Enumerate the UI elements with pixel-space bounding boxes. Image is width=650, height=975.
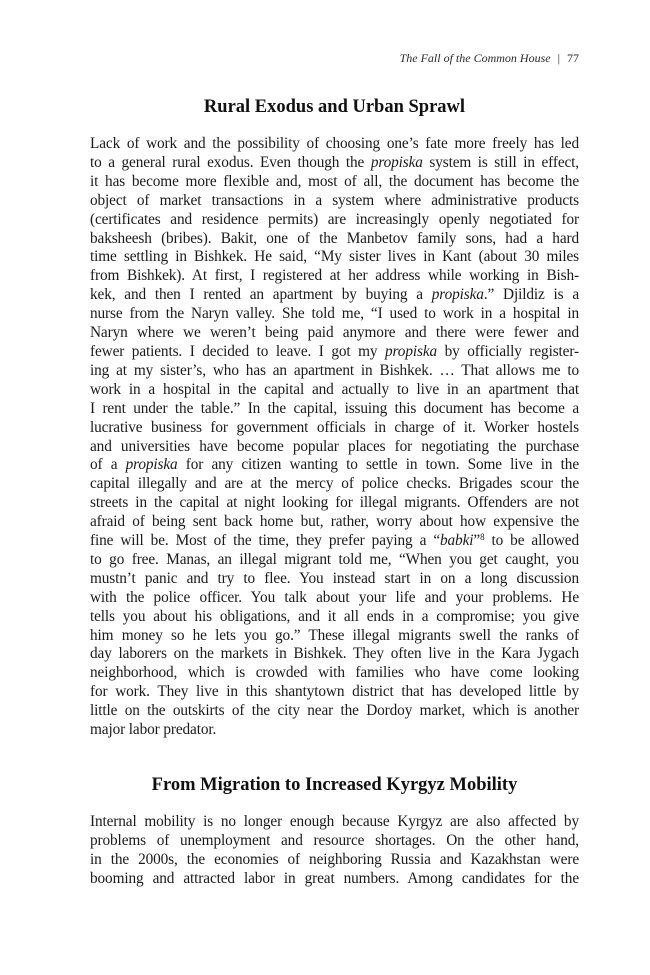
text-line: day laborers on the markets in Bishkek. They often live in the Kara Jygach [90, 645, 579, 663]
text-line: lucrative business for government officials in charge of it. Worker hostels [90, 418, 579, 436]
text-line: Internal mobility is no longer enough because Kyrgyz are also affected by [90, 813, 579, 830]
text-line: Lack of work and the possibility of choosing one’s fate more freely has led [90, 135, 579, 152]
text-line: and universities have become popular places for negotiating the purchase [90, 437, 579, 455]
text-line: afraid of being sent back home but, rather, worry about how expensive the [90, 513, 579, 531]
paragraph-rural-exodus [90, 135, 579, 740]
running-head-title: The Fall of the Common House [399, 51, 551, 65]
text-line: fewer patients. I decided to leave. I got my propiska by officially register- [90, 342, 579, 360]
text-line: it has become more flexible and, most of all, the document has become the [90, 172, 579, 190]
text-line: capital illegally and are at the mercy of police checks. Brigades scour the [90, 475, 579, 493]
text-line: neighborhood, which is crowded with families who have come looking [90, 664, 579, 682]
text-line: kek, and then I rented an apartment by buying a propiska.” Djildiz is a [90, 286, 580, 304]
text-line: nurse from the Naryn valley. She told me, “I used to work in a hospital in [90, 305, 579, 323]
italic-term: propiska [431, 286, 484, 304]
running-head-separator: | [557, 51, 560, 65]
text-line: to go free. Manas, an illegal migrant told me, “When you get caught, you [90, 550, 579, 568]
text-line: fine will be. Most of the time, they prefer paying a “babki”$^8$ to be allowed [90, 532, 579, 550]
text-line: problems of unemployment and resource shortages. On the other hand, [90, 831, 579, 849]
text-line: for work. They live in this shantytown district that has developed little by [90, 683, 579, 701]
text-line: baksheesh (bribes). Bakit, one of the Manbetov family sons, had a hard [90, 229, 579, 247]
text-line: (certificates and residence permits) are increasingly openly negotiated for [90, 210, 579, 228]
text-line: mustn’t panic and try to flee. You instead start in on a long discussion [90, 569, 579, 587]
italic-term: propiska [125, 456, 178, 474]
text-line: from Bishkek). At first, I registered at her address while working in Bish- [90, 267, 579, 285]
text-line: ing at my sister’s, who has an apartment in Bishkek. … That allows me to [90, 361, 579, 379]
text-line: major labor predator. [90, 721, 217, 739]
text-line: I rent under the table.” In the capital, issuing this document has become a [90, 399, 579, 417]
footnote-marker[interactable]: 8 [480, 532, 485, 543]
paragraph-migration [90, 813, 579, 889]
text-line: booming and attracted labor in great numbers. Among candidates for the [90, 869, 579, 887]
italic-term: propiska [385, 342, 438, 360]
italic-term: babki [440, 532, 474, 550]
text-line: little on the outskirts of the city near the Dordoy market, which is another [90, 702, 579, 720]
italic-term: propiska [370, 153, 423, 171]
text-line: of a propiska for any citizen wanting to settle in town. Some live in the [90, 456, 579, 474]
running-head [90, 50, 579, 66]
text-line: time settling in Bishkek. He said, “My sister lives in Kant (about 30 miles [90, 248, 579, 266]
text-line: to a general rural exodus. Even though the propiska system is still in effect, [90, 153, 579, 171]
text-line: him money so he lets you go.” These illegal migrants swell the ranks of [90, 626, 579, 644]
text-line: Naryn where we weren’t being paid anymore and there were fewer and [90, 324, 579, 342]
page-number: 77 [567, 51, 579, 65]
text-line: object of market transactions in a system where administrative products [90, 191, 579, 209]
text-line: with the police officer. You talk about your life and your problems. He [90, 588, 579, 606]
text-line: work in a hospital in the capital and actually to live in an apartment that [90, 380, 579, 398]
section-heading-rural-exodus: Rural Exodus and Urban Sprawl [203, 97, 466, 117]
text-line: streets in the capital at night looking for illegal migrants. Offenders are not [90, 494, 579, 512]
text-line: tells you about his obligations, and it all ends in a compromise; you give [90, 607, 579, 625]
section-heading-migration: From Migration to Increased Kyrgyz Mobility [151, 775, 518, 795]
text-line: in the 2000s, the economies of neighboring Russia and Kazakhstan were [90, 850, 579, 868]
